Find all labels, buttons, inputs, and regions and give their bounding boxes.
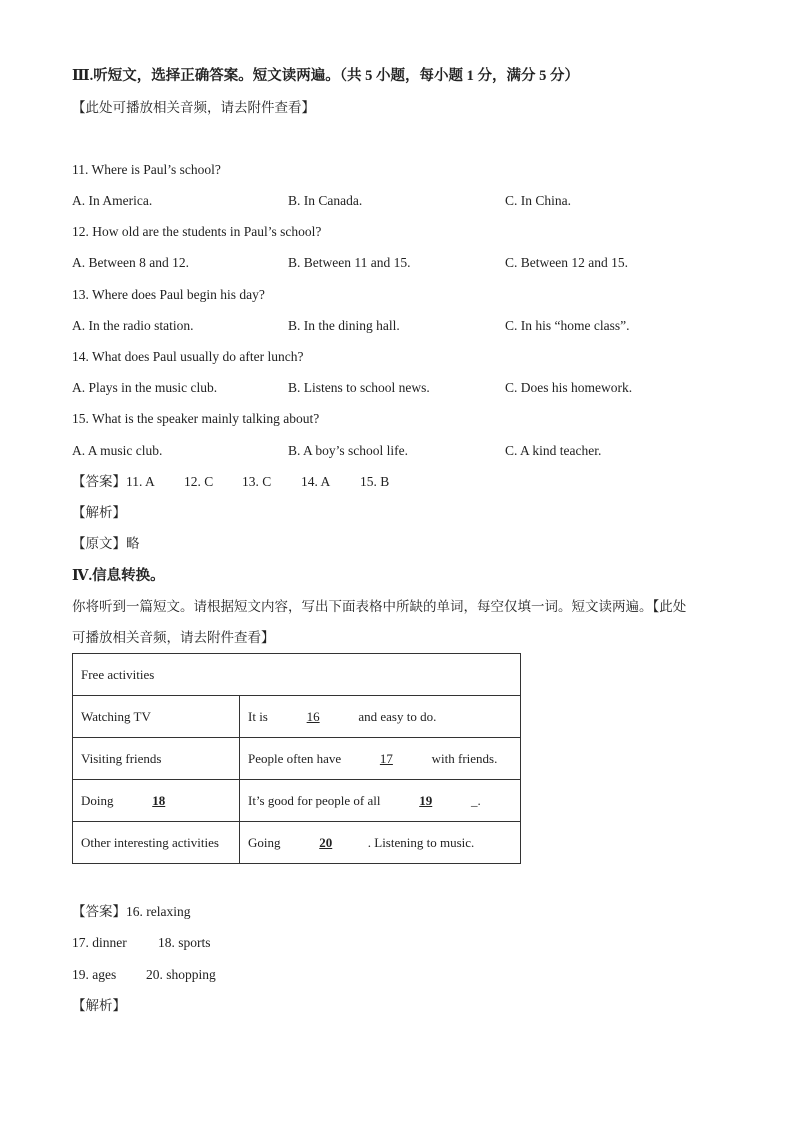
answer-item: 14. A xyxy=(301,474,331,489)
cell-text: . Listening to music. xyxy=(367,834,475,850)
section4-answer-3 xyxy=(72,965,216,985)
cell-text: and easy to do. xyxy=(355,708,437,724)
question-12-options xyxy=(72,253,722,273)
section4-instruction-1: 你将听到一篇短文。请根据短文内容，写出下面表格中所缺的单词，每空仅填一词。短文读两遍。【此处 xyxy=(72,599,687,614)
option-a: A. Plays in the music club. xyxy=(72,380,218,395)
question-11-options xyxy=(72,191,722,211)
table-row xyxy=(73,822,521,864)
question-15-options xyxy=(72,441,722,461)
table-cell-right xyxy=(240,822,521,864)
table-row xyxy=(73,738,521,780)
cell-text: It’s good for people of all xyxy=(248,792,384,808)
option-c: C. A kind teacher. xyxy=(505,443,602,458)
table-cell-left xyxy=(73,738,240,780)
cell-text: People often have xyxy=(248,750,345,766)
option-a: A. In America. xyxy=(72,193,153,208)
section3-answers xyxy=(72,472,389,492)
option-b: B. Between 11 and 15. xyxy=(288,255,411,270)
cell-text: Visiting friends xyxy=(81,750,162,766)
question-14-options xyxy=(72,378,722,398)
cell-text: _. xyxy=(467,792,481,808)
question-11: 11. Where is Paul’s school? xyxy=(72,162,221,177)
section4-title: Ⅳ.信息转换。 xyxy=(72,568,165,584)
table-cell-right xyxy=(240,780,521,822)
answer-item: 15. B xyxy=(360,474,390,489)
question-14: 14. What does Paul usually do after lunch? xyxy=(72,349,304,364)
option-a: A. Between 8 and 12. xyxy=(72,255,189,270)
section4-answer-2 xyxy=(72,933,211,953)
original-text: 略 xyxy=(126,536,140,551)
blank-19: 19 xyxy=(419,792,433,808)
table-cell-left xyxy=(73,780,240,822)
section4-answer-1 xyxy=(72,902,190,922)
table-cell-left xyxy=(73,696,240,738)
answer-label: 【答案】 xyxy=(72,474,126,489)
table-cell-right xyxy=(240,738,521,780)
section4-analysis-label: 【解析】 xyxy=(72,998,126,1013)
question-13: 13. Where does Paul begin his day? xyxy=(72,287,265,302)
option-b: B. In Canada. xyxy=(288,193,363,208)
option-b: B. Listens to school news. xyxy=(288,380,430,395)
option-a: A. A music club. xyxy=(72,443,163,458)
table-cell-left xyxy=(73,822,240,864)
table-header-cell: Free activities xyxy=(73,654,521,696)
question-15: 15. What is the speaker mainly talking about? xyxy=(72,411,320,426)
option-b: B. A boy’s school life. xyxy=(288,443,409,458)
cell-text: Watching TV xyxy=(81,708,151,724)
section3-audio-note: 【此处可播放相关音频，请去附件查看】 xyxy=(72,100,315,115)
cell-text: It is xyxy=(248,708,272,724)
question-12: 12. How old are the students in Paul’s school? xyxy=(72,224,322,239)
table-row xyxy=(73,780,521,822)
answer-item: 18. sports xyxy=(158,935,211,950)
answer-item: 12. C xyxy=(184,474,214,489)
blank-17: 17 xyxy=(379,750,393,766)
option-a: A. In the radio station. xyxy=(72,318,194,333)
answer-item: 20. shopping xyxy=(146,967,216,982)
free-activities-table xyxy=(72,653,521,864)
option-c: C. In China. xyxy=(505,193,571,208)
cell-text: with friends. xyxy=(428,750,498,766)
cell-text: Going xyxy=(248,834,284,850)
table-header-row xyxy=(73,654,521,696)
section3-title: Ⅲ.听短文，选择正确答案。短文读两遍。（共 5 小题，每小题 1 分，满分 5 分） xyxy=(72,68,580,84)
section3-original xyxy=(72,534,140,554)
answer-item: 16. relaxing xyxy=(126,904,191,919)
table-cell-right xyxy=(240,696,521,738)
blank-18: 18 xyxy=(152,792,166,808)
cell-text: Other interesting activities xyxy=(81,834,219,850)
answer-item: 19. ages xyxy=(72,967,117,982)
option-c: C. Between 12 and 15. xyxy=(505,255,628,270)
option-b: B. In the dining hall. xyxy=(288,318,400,333)
question-13-options xyxy=(72,316,722,336)
blank-20: 20 xyxy=(319,834,333,850)
section3-analysis-label: 【解析】 xyxy=(72,505,126,520)
answer-item: 17. dinner xyxy=(72,935,127,950)
answer-item: 13. C xyxy=(242,474,272,489)
option-c: C. In his “home class”. xyxy=(505,318,630,333)
table-row xyxy=(73,696,521,738)
cell-text: Doing xyxy=(81,792,117,808)
original-label: 【原文】 xyxy=(72,536,126,551)
blank-16: 16 xyxy=(306,708,320,724)
answer-item: 11. A xyxy=(126,474,155,489)
answer-label: 【答案】 xyxy=(72,904,126,919)
section4-instruction-2: 可播放相关音频，请去附件查看】 xyxy=(72,630,275,645)
option-c: C. Does his homework. xyxy=(505,380,633,395)
